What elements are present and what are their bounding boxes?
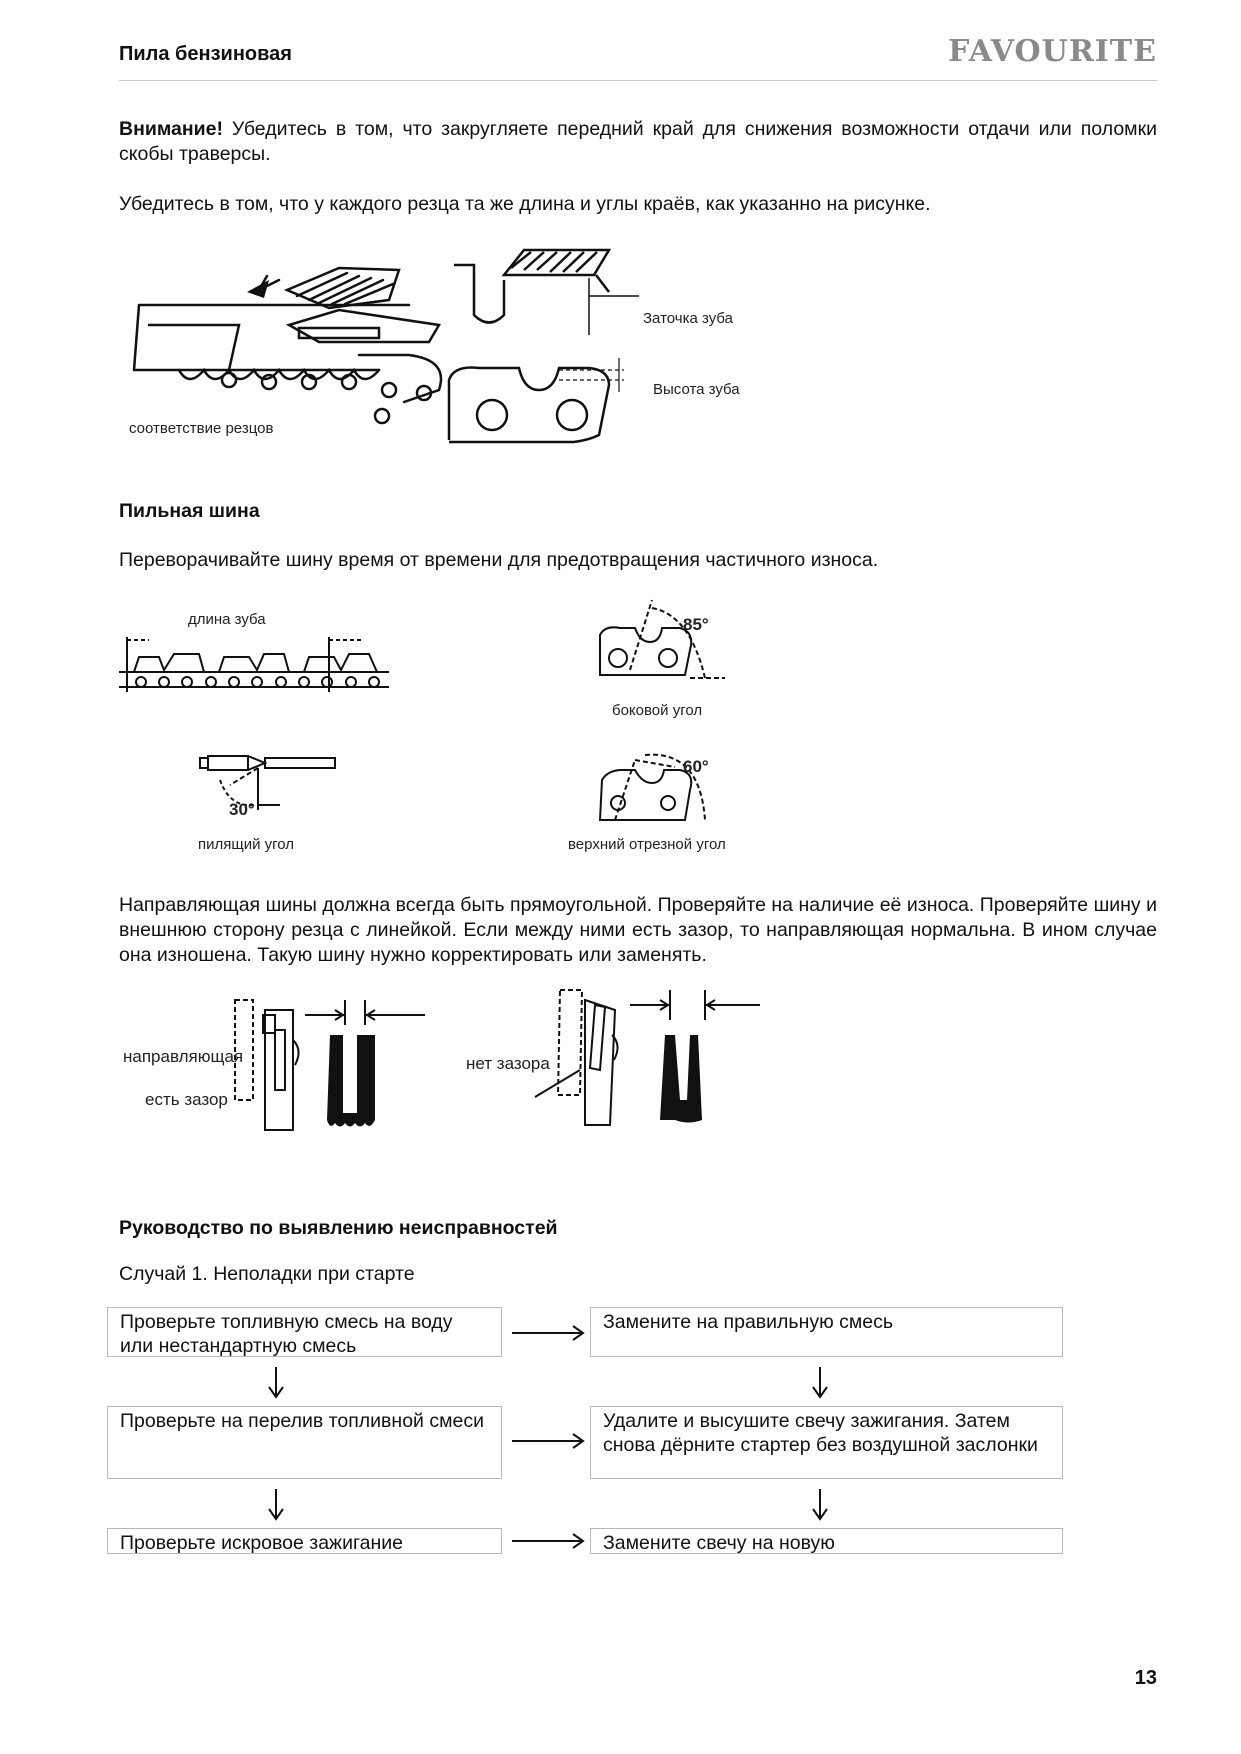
case-title: Случай 1. Неполадки при старте (119, 1263, 415, 1285)
guide-label: направляющая (123, 1047, 244, 1066)
cutting-angle-illustration (200, 740, 340, 820)
bar-section-heading: Пильная шина (119, 500, 260, 522)
top-angle-value: 60° (683, 757, 709, 776)
no-gap-label: нет зазора (466, 1054, 550, 1073)
side-angle-illustration (590, 590, 730, 690)
replace-mix-box: Замените на правильную смесь (590, 1307, 1063, 1357)
troubleshooting-heading: Руководство по выявлению неисправностей (119, 1217, 558, 1239)
arrow-down-icon (269, 1489, 283, 1519)
arrow-right-icon (512, 1434, 583, 1448)
right-arrows (512, 1326, 583, 1548)
dry-spark-plug-box: Удалите и высушите свечу зажигания. Затем снова дёрните стартер без воздушной заслонки (590, 1406, 1063, 1479)
side-angle-label: боковой угол (612, 702, 703, 719)
tooth-height-label: Высота зуба (653, 381, 740, 398)
top-angle-label: верхний отрезной угол (568, 836, 726, 853)
arrow-right-icon (512, 1534, 583, 1548)
guide-paragraph: Направляющая шины должна всегда быть прямоугольной. Проверяйте на наличие её износа. Проверяйте шину и внешнюю сторону резца с линейкой. Если между ними есть зазор, то направляющая нормальна. В ином случае она изношена. Такую шину нужно корректировать или заменять. (119, 894, 1157, 966)
check-overflow-box: Проверьте на перелив топливной смеси (107, 1406, 502, 1479)
top-angle-illustration (590, 725, 730, 825)
replace-plug-box: Замените свечу на новую (590, 1528, 1063, 1554)
tooth-sharpening-label: Заточка зуба (643, 310, 733, 327)
warning-paragraph (119, 117, 1157, 167)
cutting-angle-value: 30° (229, 800, 255, 819)
document-title: Пила бензиновая (119, 43, 292, 65)
header-divider (119, 80, 1157, 81)
arrow-down-icon (813, 1367, 827, 1397)
side-angle-value: 85° (683, 615, 709, 634)
cutters-paragraph: Убедитесь в том, что у каждого резца та же длина и углы краёв, как указанно на рисунке. (119, 193, 931, 215)
gap-label: есть зазор (145, 1090, 228, 1109)
cutter-alignment-label: соответствие резцов (129, 420, 274, 437)
arrow-right-icon (512, 1326, 583, 1340)
cutting-angle-label: пилящий угол (198, 836, 295, 853)
page-number: 13 (1134, 1667, 1157, 1689)
check-ignition-box: Проверьте искровое зажигание (107, 1528, 502, 1554)
check-fuel-mix-box: Проверьте топливную смесь на воду или нестандартную смесь (107, 1307, 502, 1357)
arrow-down-icon (813, 1489, 827, 1519)
brand-logo: FAVOURITE (948, 34, 1157, 69)
arrow-down-icon (269, 1367, 283, 1397)
warning-label: Внимание! (119, 118, 223, 140)
bar-paragraph: Переворачивайте шину время от времени для предотвращения частичного износа. (119, 549, 879, 571)
tooth-length-label: длина зуба (188, 611, 266, 628)
warning-text: Убедитесь в том, что закругляете передний край для снижения возможности отдачи или поломки скобы траверсы. (119, 118, 1157, 165)
bar-no-gap-illustration (540, 985, 780, 1135)
